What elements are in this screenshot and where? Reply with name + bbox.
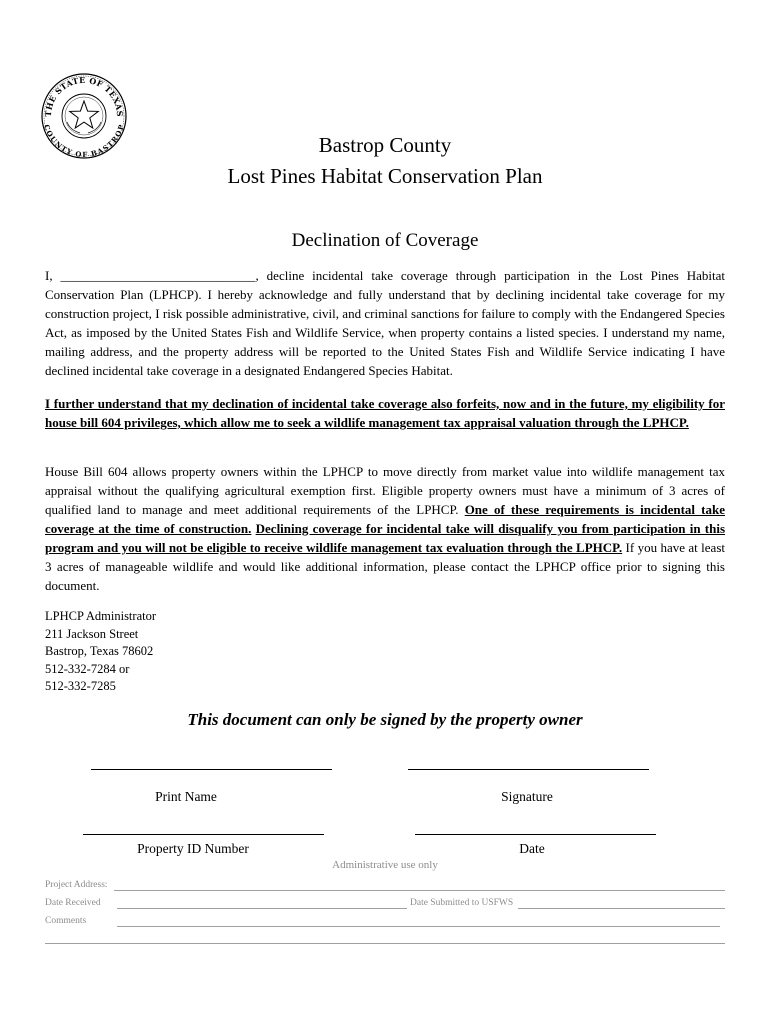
contact-line: 512-332-7285 [45, 679, 116, 693]
date-received-line[interactable] [117, 908, 407, 909]
contact-line: LPHCP Administrator [45, 609, 157, 623]
date-line[interactable] [415, 834, 656, 835]
date-label: Date [519, 841, 545, 856]
date-received-label: Date Received [45, 898, 101, 908]
project-address-line[interactable] [114, 890, 725, 891]
comments-line-2[interactable] [45, 943, 725, 944]
comments-label: Comments [45, 916, 87, 926]
date-submitted-label: Date Submitted to USFWS [410, 898, 514, 908]
contact-line: 512-332-7284 or [45, 661, 130, 676]
property-id-label: Property ID Number [137, 841, 249, 856]
contact-line: Bastrop, Texas 78602 [45, 644, 154, 658]
comments-line[interactable] [117, 926, 720, 927]
signature-label: Signature [501, 789, 553, 804]
forfeit-paragraph: I further understand that my declination of incidental take coverage also forfeits, now and in the future, my eligibility for house bill 604 privileges, which allow me to seek a wildlife management tax appraisal valuation through the LPHCP. [45, 396, 725, 430]
signature-line[interactable] [408, 769, 649, 770]
project-address-label: Project Address: [45, 880, 108, 890]
plan-title: Lost Pines Habitat Conservation Plan [227, 164, 543, 188]
contact-line: 211 Jackson Street [45, 626, 139, 641]
county-title: Bastrop County [318, 133, 452, 157]
admin-section-title: Administrative use only [332, 859, 438, 871]
svg-text:THE STATE OF TEXAS: THE STATE OF TEXAS [42, 74, 126, 118]
declination-paragraph: I, ______________________________, decline incidental take coverage through participation in the Lost Pines Habitat Conservation Plan (LPHCP). I hereby acknowledge and fully understand that by declining incidental take coverage for my construction project, I risk possible administrative, civil, and criminal sanctions for failure to comply with the Endangered Species Act, as imposed by the United States Fish and Wildlife Service, when property contains a listed species. I understand my name, mailing address, and the property address will be reported to the United States Fish and Wildlife Service indicating I have declined incidental take coverage in a designated Endangered Species Habitat. [45, 268, 725, 378]
print-name-line[interactable] [91, 769, 332, 770]
svg-text:COUNTY OF BASTROP: COUNTY OF BASTROP [42, 123, 126, 159]
date-submitted-line[interactable] [518, 908, 725, 909]
contact-address [45, 608, 156, 696]
print-name-label: Print Name [155, 789, 217, 804]
document-title: Declination of Coverage [291, 230, 479, 251]
signing-notice: This document can only be signed by the property owner [187, 710, 583, 729]
house-bill-paragraph: House Bill 604 allows property owners within the LPHCP to move directly from market value into wildlife management tax appraisal without the qualifying agricultural exemption first. Eligible property owners must have a minimum of 3 acres of qualified land to manage and meet additional requirements of the LPHCP. One of these requirements is incidental take coverage at the time of construction. Declining coverage for incidental take will disqualify you from participation in this program and you will not be eligible to receive wildlife management tax evaluation through the LPHCP. If you have at least 3 acres of manageable wildlife and would like additional information, please contact the LPHCP office prior to signing this document. [45, 464, 726, 593]
seal-star-icon [70, 101, 99, 128]
property-id-line[interactable] [83, 834, 324, 835]
